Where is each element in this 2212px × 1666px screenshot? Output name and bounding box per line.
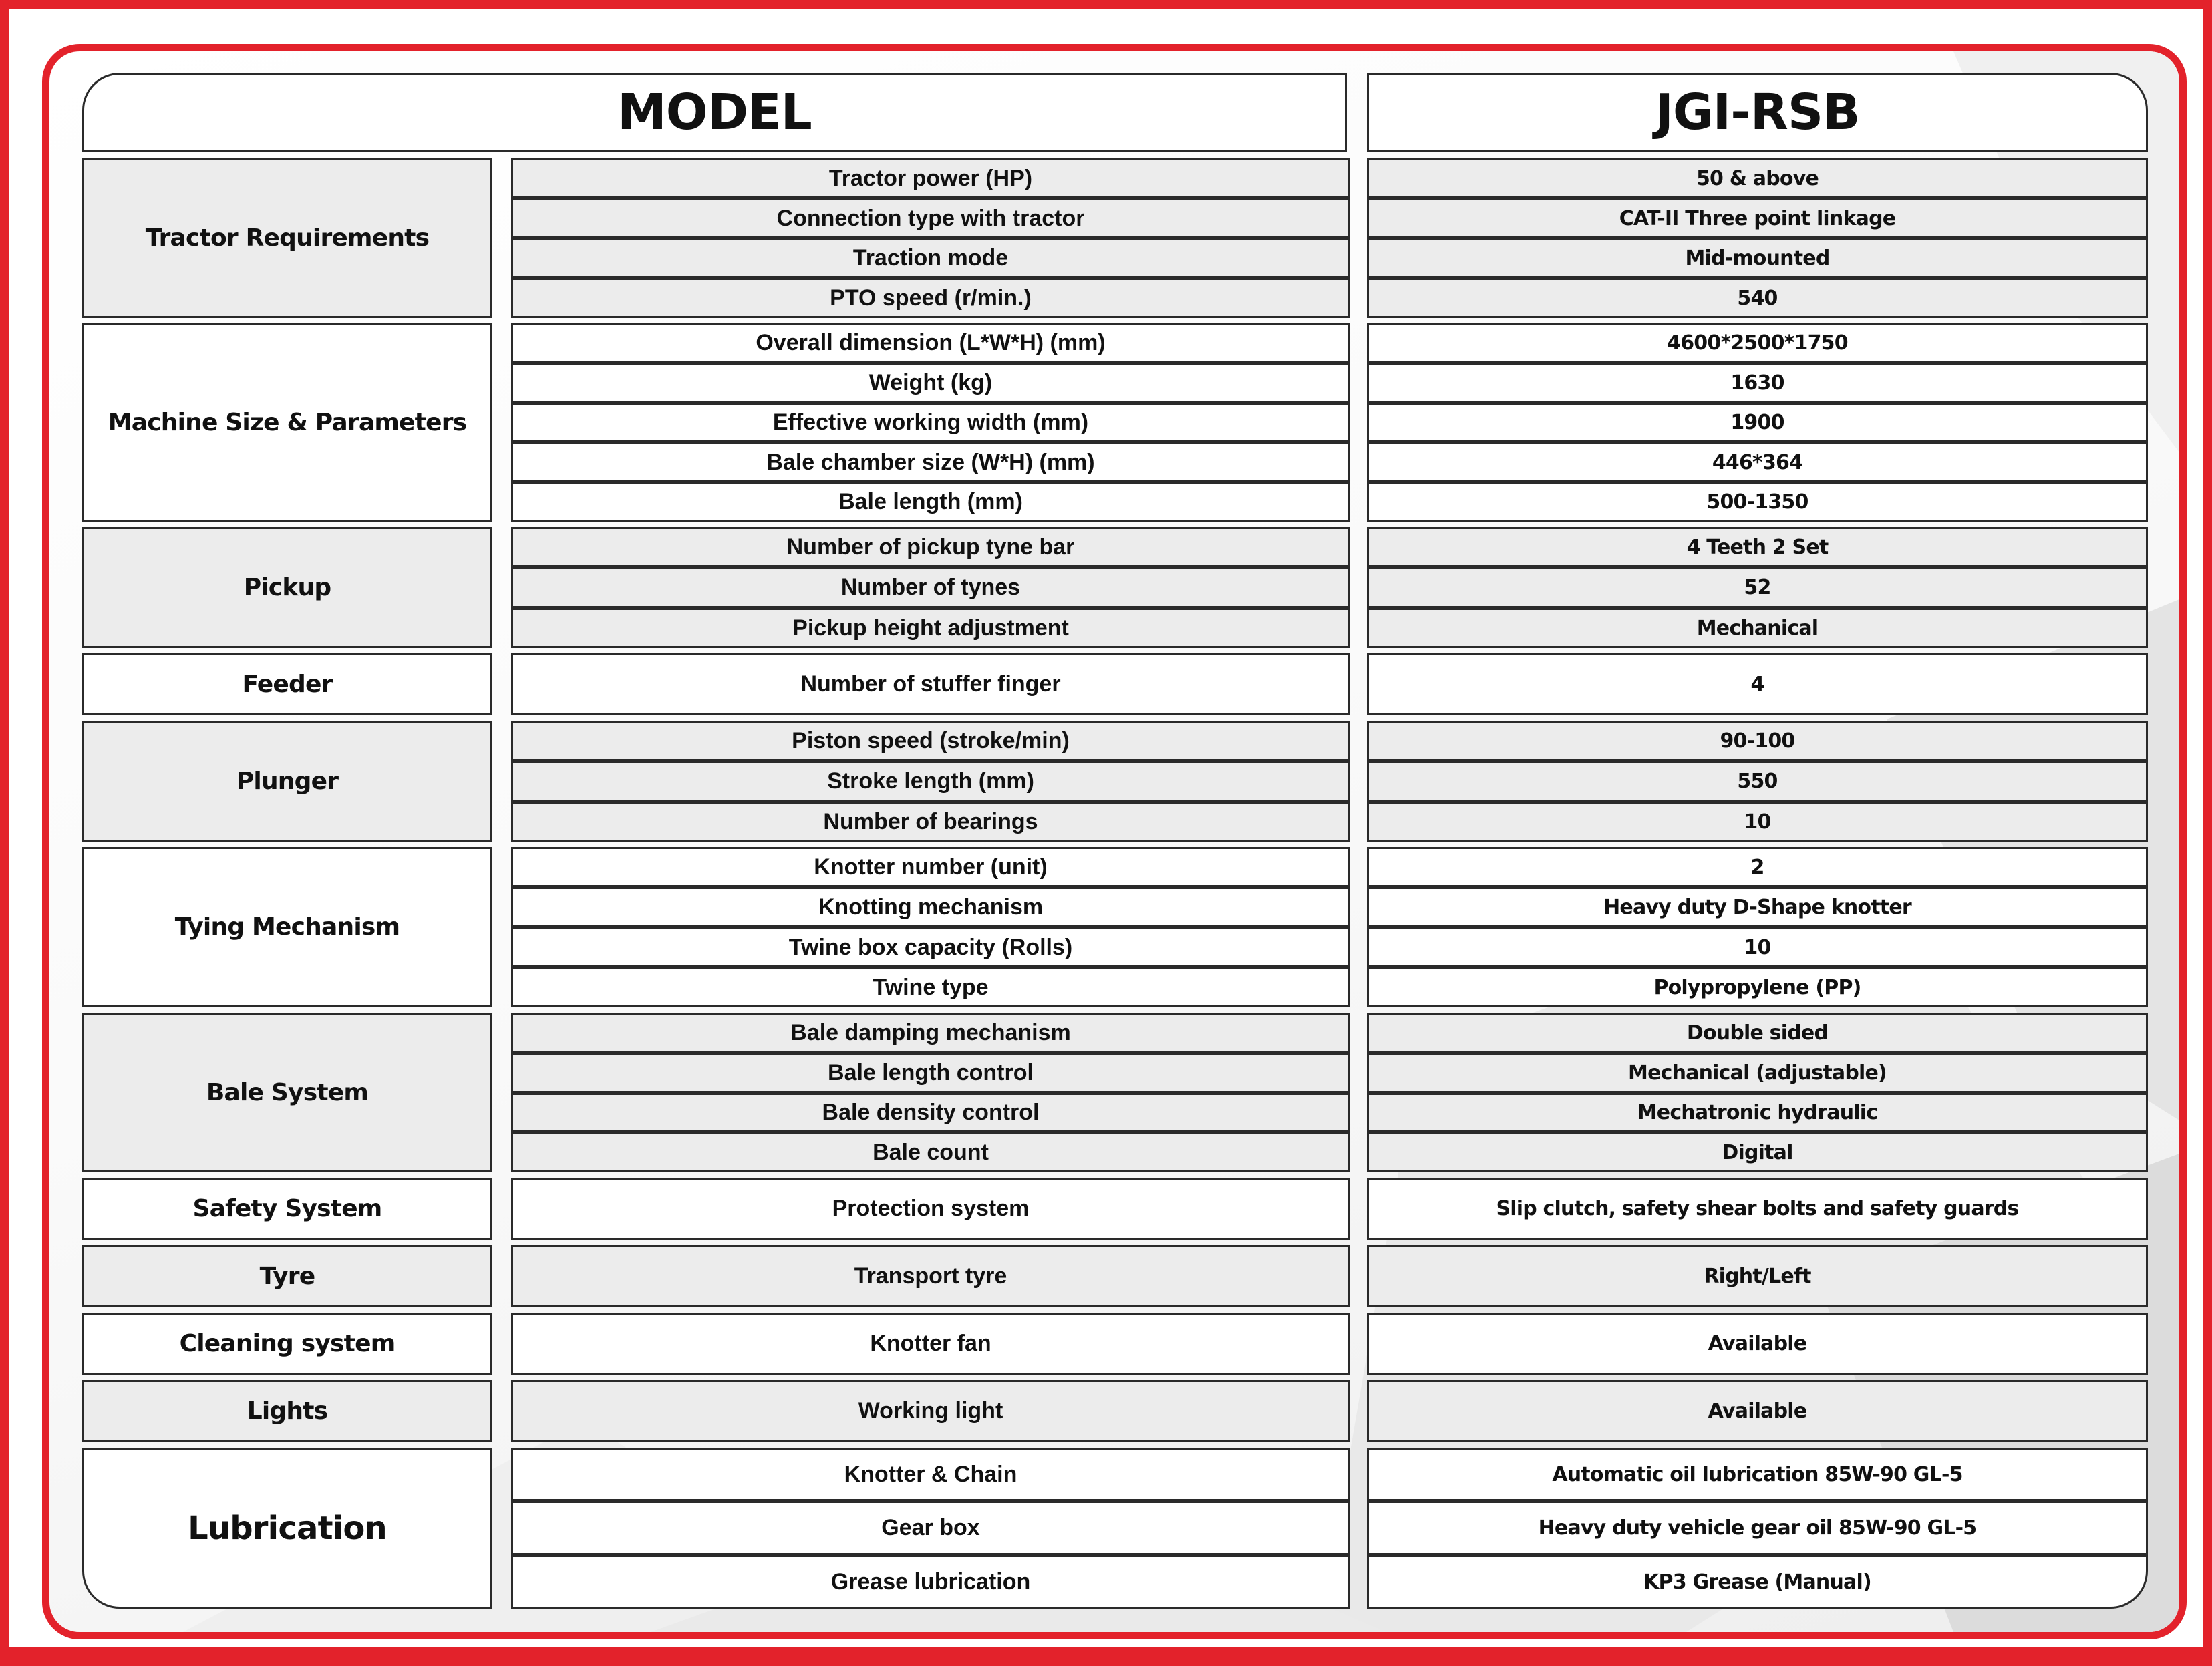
category-tractor-requirements: Tractor Requirements [82, 158, 492, 318]
spec-param-cell: Working light [511, 1380, 1350, 1442]
category-pickup: Pickup [82, 527, 492, 648]
spec-value-cell: 4600*2500*1750 [1367, 323, 2148, 363]
spec-param-cell: Weight (kg) [511, 363, 1350, 403]
spec-param-cell: Grease lubrication [511, 1555, 1350, 1609]
spec-param-cell: Knotter fan [511, 1313, 1350, 1375]
spec-value-cell: 540 [1367, 278, 2148, 318]
spec-param-cell: Bale count [511, 1132, 1350, 1172]
spec-value-cell: 4 [1367, 653, 2148, 715]
spec-value-cell: Slip clutch, safety shear bolts and safety guards [1367, 1178, 2148, 1240]
spec-value-cell: Automatic oil lubrication 85W-90 GL-5 [1367, 1448, 2148, 1501]
spec-param-cell: Twine type [511, 967, 1350, 1007]
spec-value-cell: Mid-mounted [1367, 238, 2148, 278]
spec-param-cell: Number of stuffer finger [511, 653, 1350, 715]
spec-value-cell: 10 [1367, 927, 2148, 967]
spec-value-cell: Right/Left [1367, 1245, 2148, 1307]
spec-value-cell: 1630 [1367, 363, 2148, 403]
spec-param-cell: Number of pickup tyne bar [511, 527, 1350, 567]
spec-value-cell: 2 [1367, 847, 2148, 887]
spec-value-cell: 52 [1367, 567, 2148, 608]
spec-value-cell: Mechanical (adjustable) [1367, 1053, 2148, 1093]
spec-value-cell: Heavy duty vehicle gear oil 85W-90 GL-5 [1367, 1501, 2148, 1555]
spec-param-cell: PTO speed (r/min.) [511, 278, 1350, 318]
spec-param-cell: Traction mode [511, 238, 1350, 278]
category-tying-mechanism: Tying Mechanism [82, 847, 492, 1007]
spec-value-cell: 4 Teeth 2 Set [1367, 527, 2148, 567]
spec-param-cell: Stroke length (mm) [511, 761, 1350, 802]
spec-value-cell: 1900 [1367, 403, 2148, 442]
spec-param-cell: Protection system [511, 1178, 1350, 1240]
spec-value-cell: 500-1350 [1367, 482, 2148, 522]
spec-param-cell: Bale damping mechanism [511, 1013, 1350, 1053]
category-safety-system: Safety System [82, 1178, 492, 1240]
spec-value-cell: Heavy duty D-Shape knotter [1367, 887, 2148, 927]
model-value-header: JGI-RSB [1367, 73, 2148, 152]
category-plunger: Plunger [82, 721, 492, 842]
spec-param-cell: Pickup height adjustment [511, 608, 1350, 648]
spec-param-cell: Piston speed (stroke/min) [511, 721, 1350, 761]
spec-param-cell: Connection type with tractor [511, 198, 1350, 238]
spec-value-cell: Polypropylene (PP) [1367, 967, 2148, 1007]
spec-param-cell: Number of bearings [511, 802, 1350, 842]
spec-param-cell: Bale length control [511, 1053, 1350, 1093]
spec-value-cell: 550 [1367, 761, 2148, 802]
spec-value-cell: 50 & above [1367, 158, 2148, 198]
spec-param-cell: Knotter & Chain [511, 1448, 1350, 1501]
spec-param-cell: Number of tynes [511, 567, 1350, 608]
spec-value-cell: Mechanical [1367, 608, 2148, 648]
spec-param-cell: Overall dimension (L*W*H) (mm) [511, 323, 1350, 363]
category-cleaning-system: Cleaning system [82, 1313, 492, 1375]
category-feeder: Feeder [82, 653, 492, 715]
spec-param-cell: Knotter number (unit) [511, 847, 1350, 887]
spec-param-cell: Bale length (mm) [511, 482, 1350, 522]
spec-value-cell: 90-100 [1367, 721, 2148, 761]
spec-param-cell: Effective working width (mm) [511, 403, 1350, 442]
spec-value-cell: Double sided [1367, 1013, 2148, 1053]
category-bale-system: Bale System [82, 1013, 492, 1172]
spec-value-cell: 10 [1367, 802, 2148, 842]
model-header: MODEL [82, 73, 1347, 152]
spec-value-cell: Mechatronic hydraulic [1367, 1093, 2148, 1132]
spec-value-cell: Digital [1367, 1132, 2148, 1172]
spec-param-cell: Knotting mechanism [511, 887, 1350, 927]
category-tyre: Tyre [82, 1245, 492, 1307]
spec-value-cell: CAT-II Three point linkage [1367, 198, 2148, 238]
spec-value-cell: KP3 Grease (Manual) [1367, 1555, 2148, 1609]
category-machine-size-parameters: Machine Size & Parameters [82, 323, 492, 522]
spec-param-cell: Bale density control [511, 1093, 1350, 1132]
spec-param-cell: Twine box capacity (Rolls) [511, 927, 1350, 967]
spec-value-cell: 446*364 [1367, 442, 2148, 482]
spec-value-cell: Available [1367, 1313, 2148, 1375]
spec-param-cell: Bale chamber size (W*H) (mm) [511, 442, 1350, 482]
spec-param-cell: Transport tyre [511, 1245, 1350, 1307]
category-lights: Lights [82, 1380, 492, 1442]
spec-param-cell: Gear box [511, 1501, 1350, 1555]
spec-param-cell: Tractor power (HP) [511, 158, 1350, 198]
category-lubrication: Lubrication [82, 1448, 492, 1609]
spec-value-cell: Available [1367, 1380, 2148, 1442]
